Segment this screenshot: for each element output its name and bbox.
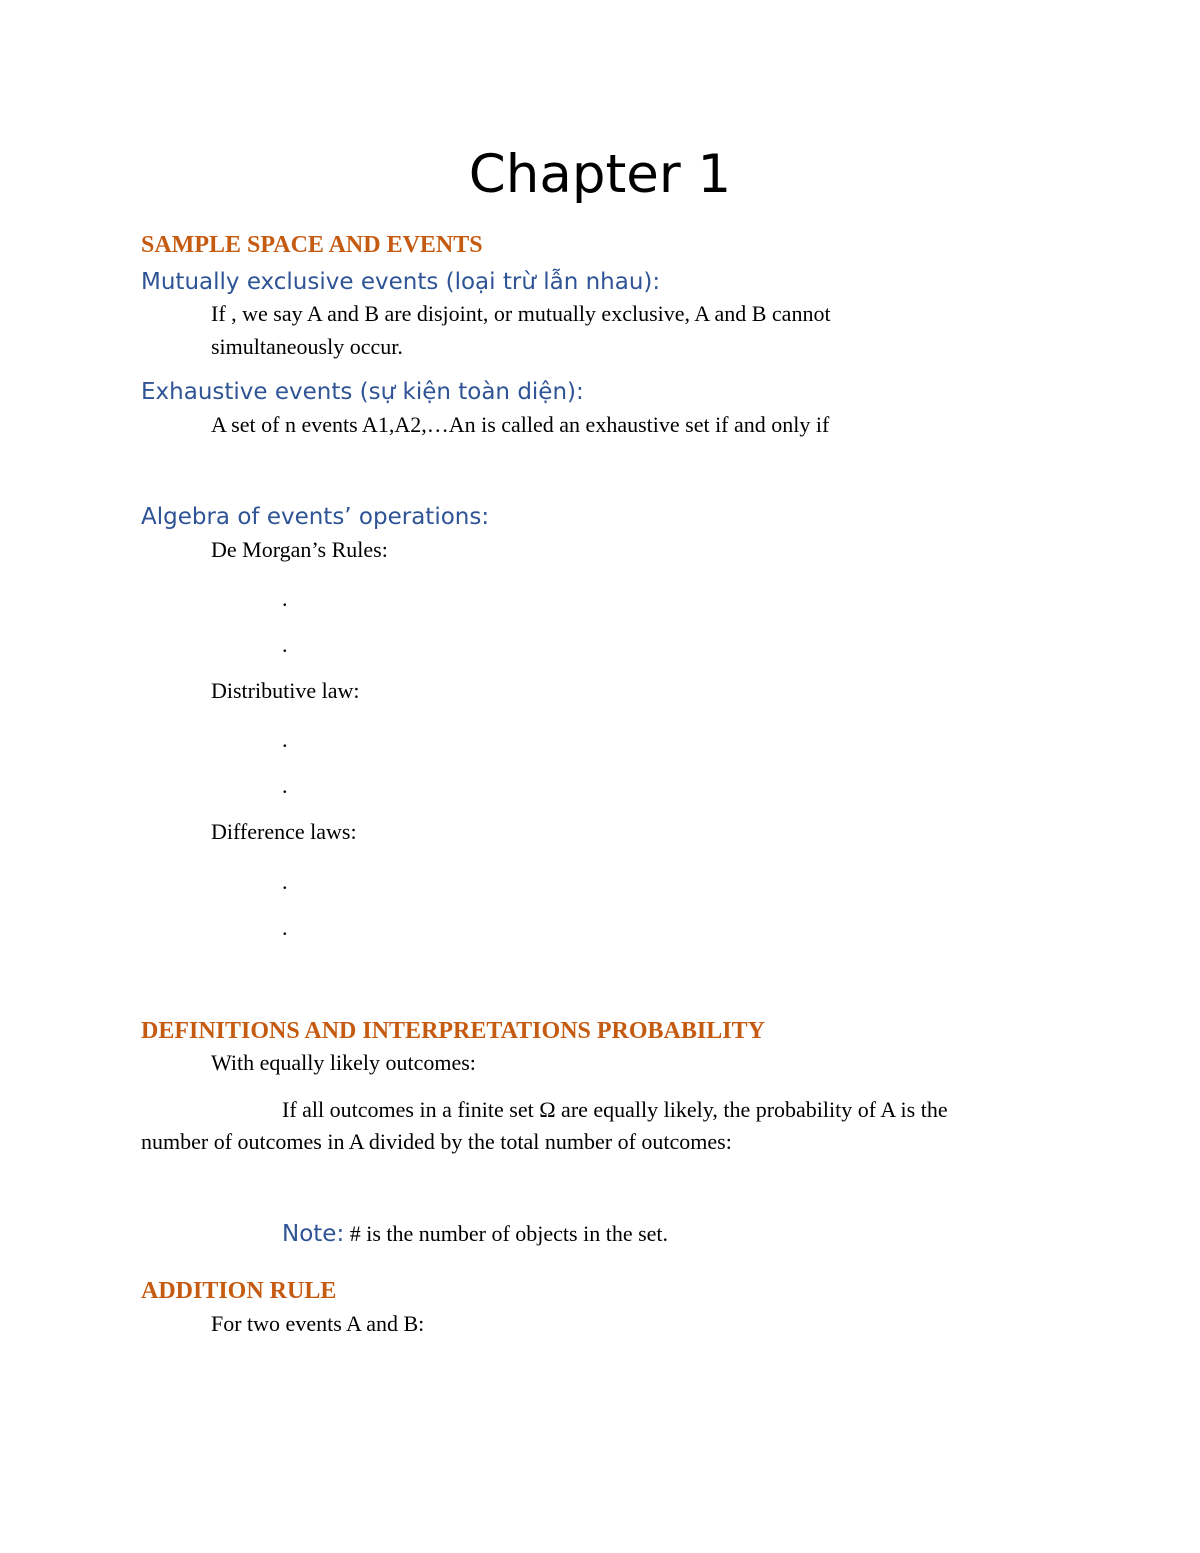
distributive-label: Distributive law: — [211, 678, 360, 703]
subheading-exhaustive: Exhaustive events (sự kiện toàn diện): — [141, 379, 584, 405]
difference-rule-2: . — [282, 915, 288, 940]
page-title: Chapter 1 — [468, 144, 732, 205]
addition-text-line1: For two events A and B: — [211, 1311, 425, 1336]
probability-statement-line2: number of outcomes in A divided by the total number of outcomes: — [141, 1129, 732, 1154]
probability-statement-line1: If all outcomes in a finite set Ω are equally likely, the probability of A is the — [282, 1097, 948, 1122]
mutually-exclusive-text-line2: simultaneously occur. — [211, 334, 403, 359]
note-text: # is the number of objects in the set. — [344, 1221, 669, 1246]
equally-likely-label: With equally likely outcomes: — [211, 1050, 476, 1075]
section-heading-definitions: DEFINITIONS AND INTERPRETATIONS PROBABILITY — [141, 1018, 765, 1044]
difference-label: Difference laws: — [211, 819, 357, 844]
mutually-exclusive-text-line1: If , we say A and B are disjoint, or mutually exclusive, A and B cannot — [211, 301, 831, 326]
note-label: Note: — [282, 1221, 345, 1247]
de-morgan-rule-1: . — [282, 586, 288, 611]
subheading-algebra: Algebra of events’ operations: — [141, 504, 490, 530]
section-heading-addition: ADDITION RULE — [141, 1278, 337, 1304]
distributive-rule-2: . — [282, 773, 288, 798]
de-morgan-rule-2: . — [282, 632, 288, 657]
note-line — [282, 1218, 668, 1250]
exhaustive-text-line1: A set of n events A1,A2,…An is called an exhaustive set if and only if — [211, 412, 830, 437]
subheading-mutually-exclusive: Mutually exclusive events (loại trừ lẫn nhau): — [141, 269, 661, 295]
distributive-rule-1: . — [282, 727, 288, 752]
de-morgan-label: De Morgan’s Rules: — [211, 537, 388, 562]
difference-rule-1: . — [282, 869, 288, 894]
section-heading-sample-space: SAMPLE SPACE AND EVENTS — [141, 232, 483, 258]
